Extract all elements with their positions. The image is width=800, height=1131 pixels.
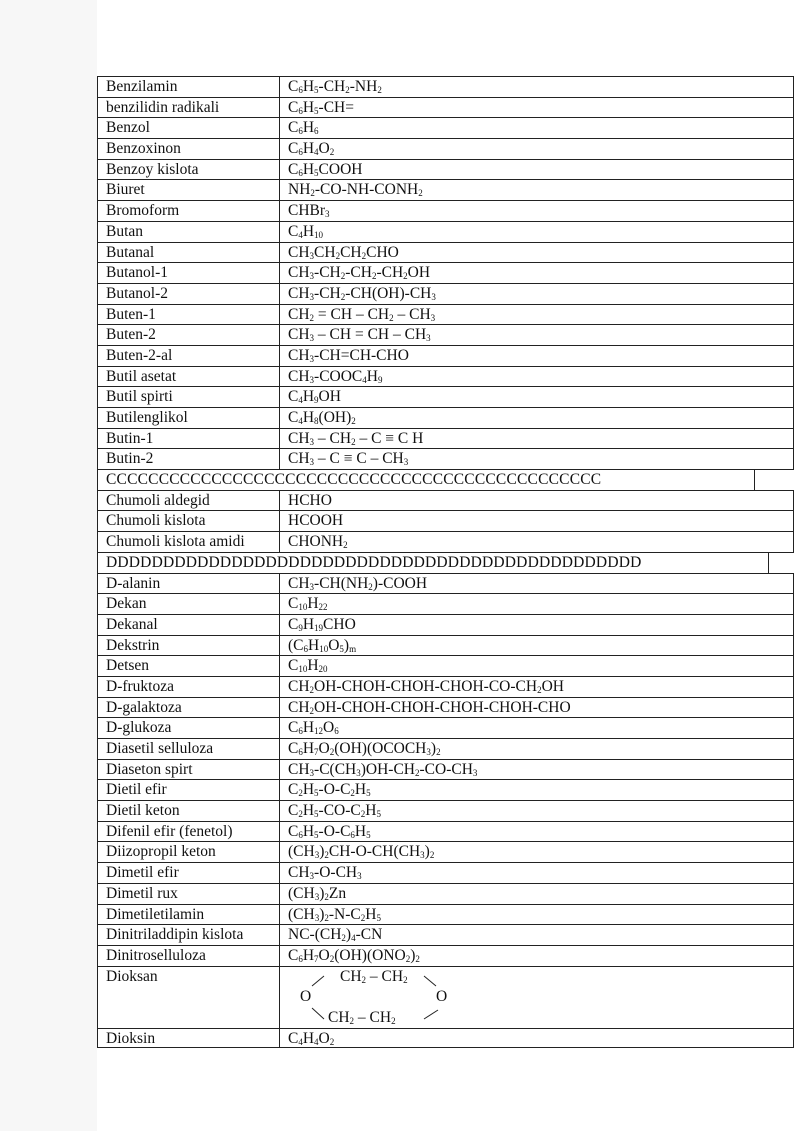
table-row	[97, 242, 794, 263]
table-row	[97, 448, 794, 469]
compound-name: Dioksin	[106, 1029, 156, 1047]
compound-formula: $C_{10}H_{20}$	[288, 657, 328, 675]
column-divider	[279, 718, 280, 738]
column-divider	[279, 967, 280, 1028]
table-row	[97, 800, 794, 821]
column-divider	[279, 284, 280, 304]
column-divider	[279, 118, 280, 138]
compound-name: Benzol	[106, 119, 150, 137]
table-row	[97, 655, 794, 676]
compound-formula: $CH_3 - C \equiv C - CH_3$	[288, 450, 409, 468]
table-row	[97, 221, 794, 242]
compound-formula: $(CH_3)_2-N-C_2H_5$	[288, 905, 381, 923]
column-divider	[279, 636, 280, 656]
table-row	[97, 779, 794, 800]
column-divider	[279, 346, 280, 366]
table-row	[97, 1028, 794, 1049]
compound-formula: $C_6H_6$	[288, 119, 319, 137]
table-row	[97, 490, 794, 511]
compound-formula: $CH_3-CH=CH$-CHO	[288, 346, 409, 364]
compound-name: D-galaktoza	[106, 698, 182, 716]
column-divider	[279, 305, 280, 325]
compound-name: Diizopropil keton	[106, 843, 216, 861]
section-header-row	[97, 552, 794, 573]
table-row	[97, 966, 794, 1028]
table-row	[97, 904, 794, 925]
compound-name: Chumoli kislota	[106, 512, 206, 530]
table-row	[97, 945, 794, 966]
compound-name: Detsen	[106, 657, 150, 675]
table-row	[97, 117, 794, 138]
compound-formula: $C_6H_{12}O_6$	[288, 719, 339, 737]
column-divider	[279, 491, 280, 511]
bond-line	[424, 1010, 438, 1019]
compound-formula: HCOOH	[288, 512, 344, 530]
table-row	[97, 717, 794, 738]
table-row	[97, 97, 794, 118]
column-divider	[279, 139, 280, 159]
table-row	[97, 614, 794, 635]
table-row	[97, 324, 794, 345]
ring-top-label: $CH_2 - CH_2$	[340, 967, 408, 985]
compound-name: Dimetiletilamin	[106, 905, 205, 923]
compound-name: Dinitroselluloza	[106, 946, 206, 964]
compound-name: Dimetil efir	[106, 864, 179, 882]
ring-left-label: O	[300, 987, 312, 1005]
column-divider	[279, 387, 280, 407]
compound-name: Butin-2	[106, 450, 154, 468]
table-row	[97, 428, 794, 449]
column-divider	[279, 925, 280, 945]
compound-formula: $CH_3 - CH_2 - C \equiv C$ H	[288, 429, 424, 447]
compound-formula: $C_4H_8(OH)_2$	[288, 409, 356, 426]
section-letter-band: CCCCCCCCCCCCCCCCCCCCCCCCCCCCCCCCCCCCCCCCCCCCCCC	[106, 471, 602, 489]
compound-name: benzilidin radikali	[106, 98, 220, 116]
compound-formula: $C_6H_5-O-C_6H_5$	[288, 822, 371, 840]
section-row-edge	[768, 552, 769, 573]
column-divider	[279, 615, 280, 635]
table-row	[97, 676, 794, 697]
column-divider	[279, 222, 280, 242]
compound-name: Benzilamin	[106, 78, 178, 95]
compound-name: Bromoform	[106, 202, 180, 220]
compound-name: D-alanin	[106, 574, 161, 592]
column-divider	[279, 367, 280, 387]
compound-name: Dekan	[106, 595, 147, 613]
column-divider	[279, 160, 280, 180]
compound-formula: $CH_3-CH(NH_2)$-COOH	[288, 574, 428, 592]
column-divider	[279, 449, 280, 469]
column-divider	[279, 780, 280, 800]
bond-line	[312, 1008, 324, 1019]
table-row	[97, 531, 794, 552]
compound-formula: $C_6H_4O_2$	[288, 140, 335, 158]
table-row	[97, 200, 794, 221]
compound-name: Diasetil selluloza	[106, 740, 214, 757]
compound-formula: $CH_3CH_2CH_2CHO$	[288, 243, 399, 261]
compound-table	[97, 76, 794, 1048]
compound-formula: $CH_3-CH_2-CH_2-CH_2OH$	[288, 264, 431, 282]
column-divider	[279, 698, 280, 718]
section-letter-band: DDDDDDDDDDDDDDDDDDDDDDDDDDDDDDDDDDDDDDDDDDDDDDD	[106, 553, 642, 571]
column-divider	[279, 201, 280, 221]
table-row	[97, 510, 794, 531]
compound-formula: $NC-(CH_2)_4-CN$	[288, 926, 383, 944]
column-divider	[279, 863, 280, 883]
column-divider	[279, 884, 280, 904]
table-row	[97, 262, 794, 283]
compound-formula: CHBr$_3$	[288, 202, 330, 220]
compound-formula: $C_2H_5-O-C_2H_5$	[288, 781, 371, 799]
column-divider	[279, 180, 280, 200]
compound-formula: $CH_2OH-CHOH-CHOH-CHOH-CHOH$-CHO	[288, 698, 571, 716]
table-row	[97, 635, 794, 656]
table-row	[97, 76, 794, 97]
compound-name: Dinitriladdipin kislota	[106, 926, 244, 944]
compound-name: Buten-2	[106, 326, 156, 344]
compound-name: Butin-1	[106, 429, 154, 447]
compound-name: Buten-1	[106, 305, 156, 323]
column-divider	[279, 842, 280, 862]
table-row	[97, 304, 794, 325]
table-row	[97, 407, 794, 428]
table-row	[97, 179, 794, 200]
compound-formula: $CH_3-C(CH_3)OH-CH_2-CO-CH_3$	[288, 760, 478, 778]
table-row	[97, 759, 794, 780]
column-divider	[279, 946, 280, 966]
compound-formula: $CH_2$ = CH – $CH_2 - CH_3$	[288, 305, 436, 323]
compound-formula: $(C_6H_{10}O_5)_m$	[288, 636, 357, 654]
compound-name: Dioksan	[106, 967, 158, 985]
compound-name: Chumoli kislota amidi	[106, 533, 245, 551]
compound-formula: HCHO	[288, 491, 332, 509]
compound-name: Dekstrin	[106, 636, 160, 654]
ring-bottom-label: $CH_2 - CH_2$	[328, 1008, 396, 1026]
table-row	[97, 366, 794, 387]
compound-name: Difenil efir (fenetol)	[106, 822, 233, 840]
column-divider	[279, 325, 280, 345]
compound-name: Butanol-2	[106, 284, 168, 302]
compound-name: D-fruktoza	[106, 677, 174, 695]
table-row	[97, 345, 794, 366]
column-divider	[279, 801, 280, 821]
table-row	[97, 573, 794, 594]
compound-formula: $C_6H_7O_2(OH)(ONO_2)_2$	[288, 946, 420, 964]
column-divider	[279, 656, 280, 676]
column-divider	[279, 677, 280, 697]
column-divider	[279, 243, 280, 263]
compound-formula: $C_2H_5-CO-C_2H_5$	[288, 802, 381, 820]
section-row-edge	[754, 469, 755, 490]
compound-name: Butanal	[106, 243, 155, 261]
compound-formula: $C_6H_5-CH=$	[288, 98, 354, 116]
compound-formula: $C_4H_9OH$	[288, 388, 341, 406]
compound-formula: $CH_3-COOC_4H_9$	[288, 367, 383, 385]
compound-formula: $CH_3$ – CH = CH – $CH_3$	[288, 326, 431, 344]
column-divider	[279, 429, 280, 449]
compound-name: Buten-2-al	[106, 346, 173, 364]
compound-name: Dietil keton	[106, 802, 180, 820]
compound-formula: $C_6H_5-CH_2-NH_2$	[288, 78, 382, 95]
compound-formula: $C_9H_{19}CHO$	[288, 615, 356, 633]
column-divider	[279, 822, 280, 842]
table-row	[97, 386, 794, 407]
compound-name: Dekanal	[106, 615, 158, 633]
compound-name: Biuret	[106, 181, 145, 199]
column-divider	[279, 574, 280, 594]
column-divider	[279, 263, 280, 283]
compound-formula: $CH_2OH-CHOH-CHOH-CHOH-CO-CH_2OH$	[288, 677, 564, 695]
compound-name: Butil asetat	[106, 367, 177, 385]
table-row	[97, 159, 794, 180]
compound-name: Benzoy kislota	[106, 160, 199, 178]
section-header-row	[97, 469, 794, 490]
compound-formula: $(CH_3)_2Zn$	[288, 884, 347, 902]
compound-formula: $NH_2-CO-NH-CONH_2$	[288, 181, 423, 199]
compound-name: Butil spirti	[106, 388, 173, 406]
table-row	[97, 862, 794, 883]
bond-line	[424, 976, 436, 986]
column-divider	[279, 905, 280, 925]
compound-formula: $CH_3-CH_2-CH(OH)-CH_3$	[288, 284, 436, 302]
compound-name: Benzoxinon	[106, 140, 181, 158]
compound-name: Diaseton spirt	[106, 760, 193, 778]
table-row	[97, 924, 794, 945]
table-row	[97, 593, 794, 614]
column-divider	[279, 408, 280, 428]
compound-formula: $C_6H_7O_2(OH)(OCOCH_3)_2$	[288, 740, 441, 757]
column-divider	[279, 511, 280, 531]
column-divider	[279, 98, 280, 118]
table-row	[97, 841, 794, 862]
compound-name: Butanol-1	[106, 264, 168, 282]
compound-name: Butilenglikol	[106, 409, 188, 426]
compound-name: Dimetil rux	[106, 884, 178, 902]
compound-formula: $CH_3-O-CH_3$	[288, 864, 362, 882]
table-row	[97, 283, 794, 304]
column-divider	[279, 594, 280, 614]
compound-formula: $C_4H_{10}$	[288, 222, 324, 240]
column-divider	[279, 739, 280, 759]
compound-formula: $(CH_3)_2CH-O-CH(CH_3)_2$	[288, 843, 435, 861]
compound-name: Dietil efir	[106, 781, 167, 799]
compound-name: Butan	[106, 222, 144, 240]
bond-line	[312, 976, 324, 986]
table-row	[97, 138, 794, 159]
page-margin	[0, 0, 97, 1131]
table-row	[97, 821, 794, 842]
compound-formula: $C_6H_5COOH$	[288, 160, 363, 178]
column-divider	[279, 532, 280, 552]
table-row	[97, 738, 794, 759]
table-row	[97, 697, 794, 718]
dioxane-ring-structure	[288, 967, 468, 1029]
compound-formula: $C_{10}H_{22}$	[288, 595, 328, 613]
compound-name: D-glukoza	[106, 719, 172, 737]
table-row	[97, 883, 794, 904]
compound-formula: $CHONH_2$	[288, 533, 348, 551]
compound-formula: $C_4H_4O_2$	[288, 1029, 335, 1047]
ring-right-label: O	[436, 987, 448, 1005]
column-divider	[279, 1029, 280, 1048]
column-divider	[279, 77, 280, 97]
column-divider	[279, 760, 280, 780]
compound-name: Chumoli aldegid	[106, 491, 210, 509]
